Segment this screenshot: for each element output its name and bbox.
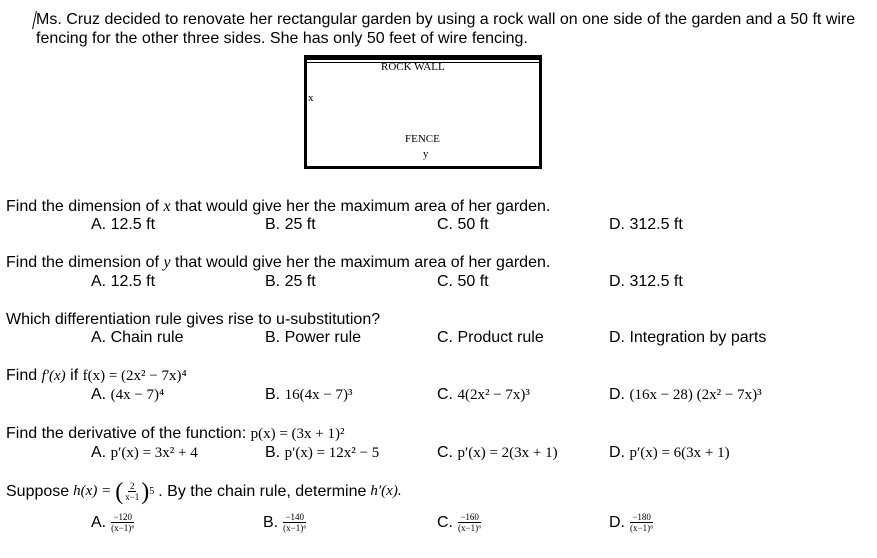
q4-word-if: if [70, 367, 79, 384]
q5-option-d[interactable] [609, 444, 730, 462]
q6-option-b-label: B. [263, 513, 279, 531]
q5-option-c-label: C. [437, 444, 453, 461]
q3-option-c[interactable]: C. Product rule [437, 329, 544, 346]
intro-line-1: Ms. Cruz decided to renovate her rectangular garden by using a rock wall on one side of the garden and a 50 ft wire [36, 11, 856, 28]
q6-expr-power [115, 478, 155, 505]
side-x-label: x [308, 92, 314, 104]
q4-option-c-label: C. [437, 386, 453, 403]
q4-option-a[interactable] [91, 386, 164, 404]
q2-option-a[interactable]: A. 12.5 ft [91, 273, 156, 290]
q5-prompt-pre: Find the derivative of the function: [6, 425, 247, 442]
question-5-prompt [6, 425, 345, 443]
q6-option-a-num: −120 [113, 512, 133, 522]
question-4-prompt [6, 367, 187, 385]
q6-option-b-num: −140 [285, 512, 305, 522]
q2-var: y [163, 254, 171, 271]
q6-option-c-den: (x−1)⁶ [458, 523, 482, 533]
q6-option-d-num: −180 [632, 512, 651, 522]
q5-option-a-value: p′(x) = 3x² + 4 [110, 445, 198, 461]
q4-option-a-label: A. [91, 386, 107, 403]
q1-option-c[interactable]: C. 50 ft [437, 216, 489, 233]
q6-prompt-post: . By the chain rule, determine [158, 482, 367, 500]
q3-option-b[interactable]: B. Power rule [265, 329, 362, 346]
q6-option-d-fraction [628, 512, 655, 533]
q4-expr-function: f(x) = (2x² − 7x)⁴ [82, 368, 187, 384]
q6-expr-target: h′(x). [370, 483, 402, 499]
q6-option-a-fraction [109, 512, 136, 533]
q3-option-d[interactable]: D. Integration by parts [609, 329, 767, 346]
q2-option-c[interactable]: C. 50 ft [437, 273, 489, 290]
q4-option-a-value: (4x − 7)⁴ [110, 387, 165, 403]
q6-option-a-den: (x−1)⁶ [111, 523, 135, 533]
q5-option-c-value: p′(x) = 2(3x + 1) [457, 445, 558, 461]
rock-wall-label: ROCK WALL [381, 61, 445, 73]
q6-frac-den: x−1 [125, 492, 140, 502]
question-6-prompt [6, 478, 402, 505]
question-1-prompt [6, 198, 550, 216]
q4-option-d-value: (16x − 28) (2x² − 7x)³ [629, 387, 762, 403]
intro-line-2: fencing for the other three sides. She has only 50 feet of wire fencing. [36, 30, 528, 47]
q6-frac-num: 2 [129, 481, 135, 491]
q4-option-b[interactable] [265, 386, 353, 404]
side-y-label: y [423, 148, 429, 160]
q2-prompt-pre: Find the dimension of [6, 254, 159, 271]
q6-option-d[interactable] [609, 512, 655, 533]
q6-expr-lhs: h(x) = [73, 483, 112, 499]
q2-option-d[interactable]: D. 312.5 ft [609, 273, 683, 290]
q6-option-d-den: (x−1)⁶ [630, 523, 654, 533]
q6-option-b-den: (x−1)⁶ [283, 523, 307, 533]
q5-option-b-label: B. [265, 444, 281, 461]
q6-option-a[interactable] [91, 512, 136, 533]
question-3-prompt: Which differentiation rule gives rise to u-substitution? [6, 311, 381, 328]
q1-prompt-pre: Find the dimension of [6, 198, 159, 215]
q6-option-b[interactable] [263, 512, 308, 533]
right-paren: ) [141, 478, 150, 505]
question-2-prompt [6, 254, 550, 272]
left-paren: ( [115, 478, 124, 505]
q1-option-d[interactable]: D. 312.5 ft [609, 216, 683, 233]
q4-option-d[interactable] [609, 386, 762, 404]
q1-option-a[interactable]: A. 12.5 ft [91, 216, 156, 233]
q2-option-b[interactable]: B. 25 ft [265, 273, 316, 290]
q5-option-a-label: A. [91, 444, 107, 461]
q6-option-b-fraction [281, 512, 308, 533]
q6-option-c-num: −160 [460, 512, 479, 522]
fence-label: FENCE [405, 133, 440, 145]
q4-expr-derivative: f′(x) [41, 368, 66, 384]
q3-option-a[interactable]: A. Chain rule [91, 329, 184, 346]
q1-var: x [163, 198, 171, 215]
q5-option-b[interactable] [265, 444, 379, 462]
q6-option-c-label: C. [437, 513, 453, 531]
q5-option-d-label: D. [609, 444, 625, 461]
q4-option-c-value: 4(2x² − 7x)³ [457, 387, 530, 403]
q6-exponent: 5 [149, 486, 155, 497]
q5-option-b-value: p′(x) = 12x² − 5 [284, 445, 380, 461]
q4-option-c[interactable] [437, 386, 530, 404]
q6-option-c[interactable] [437, 512, 483, 533]
q4-prompt-pre: Find [6, 367, 38, 384]
q1-prompt-post: that would give her the maximum area of her garden. [175, 198, 551, 215]
q6-option-c-fraction [456, 512, 483, 533]
q6-option-a-label: A. [91, 513, 107, 531]
q6-option-d-label: D. [609, 513, 625, 531]
q6-prompt-pre: Suppose [6, 482, 70, 500]
q4-option-b-label: B. [265, 386, 281, 403]
q2-prompt-post: that would give her the maximum area of her garden. [175, 254, 551, 271]
q6-fraction [123, 481, 141, 502]
q5-option-d-value: p′(x) = 6(3x + 1) [629, 445, 730, 461]
q5-option-c[interactable] [437, 444, 558, 462]
q4-option-d-label: D. [609, 386, 625, 403]
q5-expr-function: p(x) = (3x + 1)² [250, 426, 345, 442]
q1-option-b[interactable]: B. 25 ft [265, 216, 316, 233]
q4-option-b-value: 16(4x − 7)³ [284, 387, 353, 403]
q5-option-a[interactable] [91, 444, 198, 462]
